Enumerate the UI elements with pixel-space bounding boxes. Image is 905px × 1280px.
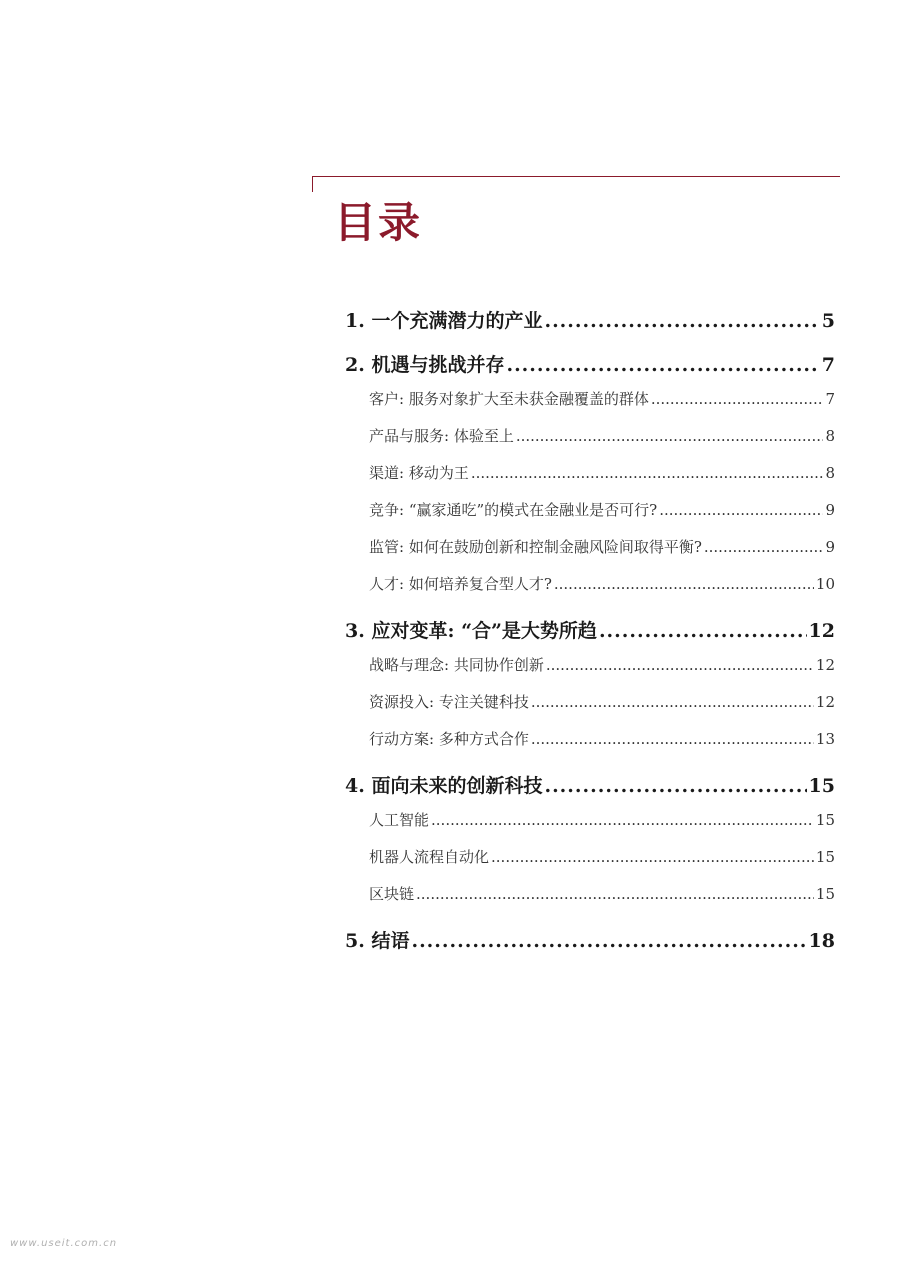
- toc-section-label: 5. 结语: [345, 930, 410, 952]
- toc-page-number: 12: [815, 656, 835, 674]
- toc-subsection-label: 客户: 服务对象扩大至未获金融覆盖的群体: [369, 390, 649, 408]
- title-rule-vertical: [312, 176, 313, 192]
- toc-page-number: 7: [825, 390, 835, 408]
- toc-leader-dots: [651, 390, 824, 408]
- toc-subsection[interactable]: [345, 728, 835, 765]
- toc-subsection-label: 战略与理念: 共同协作创新: [369, 656, 544, 674]
- toc-page-number: 5: [821, 310, 835, 332]
- toc-section-3[interactable]: [345, 616, 835, 654]
- toc-subsection[interactable]: [345, 425, 835, 462]
- watermark: www.useit.com.cn: [10, 1238, 118, 1249]
- toc-subsection[interactable]: [345, 654, 835, 691]
- toc-leader-dots: [704, 538, 824, 556]
- toc-section-1[interactable]: [345, 306, 835, 344]
- title-rule-horizontal: [312, 176, 840, 177]
- toc-page-number: 7: [821, 354, 835, 376]
- toc-subsection[interactable]: [345, 536, 835, 573]
- page-title: 目录: [334, 198, 423, 247]
- toc-subsection-label: 区块链: [369, 885, 415, 903]
- toc-page-number: 12: [808, 620, 835, 642]
- toc-subsection-label: 人才: 如何培养复合型人才?: [369, 575, 552, 593]
- toc-leader-dots: [531, 730, 814, 748]
- toc-subsection[interactable]: [345, 573, 835, 610]
- toc-leader-dots: [516, 427, 824, 445]
- toc-section-label: 3. 应对变革: “合”是大势所趋: [345, 620, 597, 642]
- toc-subsection[interactable]: [345, 883, 835, 920]
- toc-leader-dots: [491, 848, 814, 866]
- toc-section-5[interactable]: [345, 926, 835, 964]
- toc-page-number: 8: [825, 427, 835, 445]
- toc-page-number: 13: [815, 730, 835, 748]
- toc-page-number: 15: [815, 885, 835, 903]
- toc-subsection-label: 渠道: 移动为王: [369, 464, 469, 482]
- toc-subsection[interactable]: [345, 691, 835, 728]
- toc-subsection-label: 竞争: “赢家通吃”的模式在金融业是否可行?: [369, 501, 658, 519]
- toc-subsection-label: 行动方案: 多种方式合作: [369, 730, 529, 748]
- toc-leader-dots: [471, 464, 824, 482]
- toc-page-number: 12: [815, 693, 835, 711]
- toc-leader-dots: [544, 310, 819, 332]
- toc-subsection[interactable]: [345, 499, 835, 536]
- toc-page-number: 9: [825, 538, 835, 556]
- toc-leader-dots: [659, 501, 823, 519]
- toc-section-2[interactable]: [345, 350, 835, 388]
- toc-subsection[interactable]: [345, 809, 835, 846]
- toc-page-number: 15: [815, 848, 835, 866]
- toc-leader-dots: [554, 575, 814, 593]
- toc-leader-dots: [411, 930, 806, 952]
- toc-page-number: 15: [808, 775, 835, 797]
- toc-subsection[interactable]: [345, 846, 835, 883]
- toc-page-number: 15: [815, 811, 835, 829]
- toc-section-label: 2. 机遇与挑战并存: [345, 354, 505, 376]
- toc-subsection-label: 人工智能: [369, 811, 430, 829]
- toc-leader-dots: [416, 885, 814, 903]
- toc-leader-dots: [599, 620, 807, 642]
- toc-leader-dots: [546, 656, 814, 674]
- toc-leader-dots: [531, 693, 814, 711]
- toc-section-label: 1. 一个充满潜力的产业: [345, 310, 543, 332]
- table-of-contents: [345, 300, 835, 964]
- toc-page-number: 9: [825, 501, 835, 519]
- toc-page-number: 10: [815, 575, 835, 593]
- toc-subsection-label: 机器人流程自动化: [369, 848, 490, 866]
- toc-section-4[interactable]: [345, 771, 835, 809]
- toc-leader-dots: [544, 775, 806, 797]
- toc-subsection[interactable]: [345, 462, 835, 499]
- toc-leader-dots: [506, 354, 819, 376]
- toc-subsection-label: 产品与服务: 体验至上: [369, 427, 514, 445]
- toc-page-number: 18: [808, 930, 835, 952]
- toc-subsection[interactable]: [345, 388, 835, 425]
- toc-section-label: 4. 面向未来的创新科技: [345, 775, 543, 797]
- toc-leader-dots: [431, 811, 814, 829]
- toc-subsection-label: 监管: 如何在鼓励创新和控制金融风险间取得平衡?: [369, 538, 702, 556]
- toc-page-number: 8: [825, 464, 835, 482]
- toc-subsection-label: 资源投入: 专注关键科技: [369, 693, 529, 711]
